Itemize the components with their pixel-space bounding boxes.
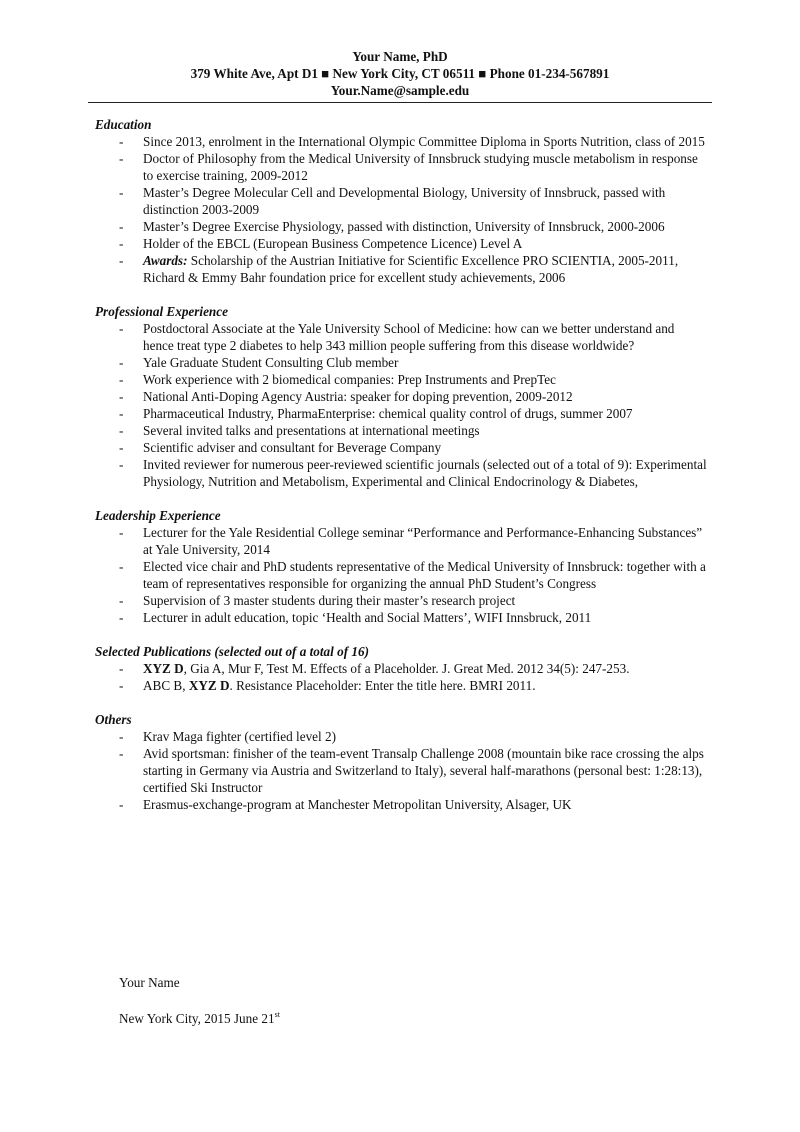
item-text: Since 2013, enrolment in the International Olympic Committee Diploma in Sports Nutrition, class of 2015 [143,134,705,149]
pub-author-bold: XYZ D [188,678,230,693]
header-divider [88,102,712,103]
pub-post: . Resistance Placeholder: Enter the title here. BMRI 2011. [229,678,536,693]
bullet-dash: - [119,440,124,455]
bullet-dash: - [119,219,124,234]
bullet-dash: - [119,423,124,438]
list-item [95,422,707,439]
professional-title: Professional Experience [95,304,228,319]
list-item [95,150,707,184]
list-item [95,728,707,745]
bullet-dash: - [119,525,124,540]
item-text: Pharmaceutical Industry, PharmaEnterprise: chemical quality control of drugs, summer 2007 [143,406,633,421]
bullet-dash: - [119,372,124,387]
header-email: Your.Name@sample.edu [330,83,470,98]
item-text: Several invited talks and presentations at international meetings [143,423,480,438]
list-item [95,592,707,609]
item-text: Avid sportsman: finisher of the team-event Transalp Challenge 2008 (mountain bike race crossing the alps starting in Germany via Austria and Switzerland to Italy), several half-marathons (personal best: 1:28:13), certified Ski Instructor [143,746,704,795]
pub-pre: ABC B, [143,678,189,693]
pub-post: , Gia A, Mur F, Test M. Effects of a Placeholder. J. Great Med. 2012 34(5): 247-253. [183,661,630,676]
list-item [95,405,707,422]
list-item [95,235,707,252]
list-item [95,609,707,626]
bullet-dash: - [119,610,124,625]
item-text: Elected vice chair and PhD students representative of the Medical University of Innsbruck: together with a team of representatives responsible for organizing the annual PhD Student’s Congress [143,559,706,591]
header-name: Your Name, PhD [352,49,448,64]
list-item [95,184,707,218]
bullet-dash: - [119,355,124,370]
list-item [95,133,707,150]
item-text: Supervision of 3 master students during their master’s research project [143,593,516,608]
place-and-date [119,1010,280,1027]
awards-text: Scholarship of the Austrian Initiative for Scientific Excellence PRO SCIENTIA, 2005-2011, Richard & Emmy Bahr foundation price for excellent study achievements, 2006 [143,253,679,285]
list-item [95,320,707,354]
publication-item [95,677,707,694]
item-text: Lecturer in adult education, topic ‘Health and Social Matters’, WIFI Innsbruck, 2011 [143,610,592,625]
item-text: Work experience with 2 biomedical companies: Prep Instruments and PrepTec [143,372,556,387]
professional-section [95,303,707,490]
bullet-dash: - [119,559,124,574]
item-text: Master’s Degree Molecular Cell and Developmental Biology, University of Innsbruck, passed with distinction 2003-2009 [143,185,666,217]
list-item [95,745,707,796]
bullet-dash: - [119,661,124,676]
bullet-dash: - [119,389,124,404]
education-list [95,133,707,286]
bullet-dash: - [119,593,124,608]
list-item [95,796,707,813]
signature-name: Your Name [119,975,180,990]
date-ordinal-suffix: st [274,1010,280,1019]
others-title: Others [95,712,132,727]
item-text: Invited reviewer for numerous peer-reviewed scientific journals (selected out of a total of 9): Experimental Physiology, Nutrition and Metabolism, Experimental and Clinical Endocrinology & Diabetes, [143,457,707,489]
bullet-dash: - [119,678,124,693]
list-item [95,456,707,490]
resume-content [95,116,707,830]
list-item-awards [95,252,707,286]
bullet-dash: - [119,457,124,472]
item-text: Master’s Degree Exercise Physiology, passed with distinction, University of Innsbruck, 2000-2006 [143,219,665,234]
resume-header [88,48,712,99]
list-item [95,371,707,388]
bullet-dash: - [119,746,124,761]
bullet-dash: - [119,797,124,812]
publications-title: Selected Publications (selected out of a total of 16) [95,644,369,659]
item-text: Scientific adviser and consultant for Beverage Company [143,440,442,455]
others-section [95,711,707,813]
bullet-dash: - [119,406,124,421]
leadership-list [95,524,707,626]
list-item [95,524,707,558]
bullet-dash: - [119,134,124,149]
publications-list [95,660,707,694]
list-item [95,439,707,456]
place-date-text: New York City, 2015 June 21 [119,1011,275,1026]
bullet-dash: - [119,236,124,251]
publication-item [95,660,707,677]
list-item [95,354,707,371]
bullet-dash: - [119,151,124,166]
list-item [95,388,707,405]
item-text: Erasmus-exchange-program at Manchester Metropolitan University, Alsager, UK [143,797,572,812]
awards-label: Awards: [143,253,188,268]
publications-section [95,643,707,694]
leadership-title: Leadership Experience [95,508,221,523]
bullet-dash: - [119,185,124,200]
item-text: Holder of the EBCL (European Business Competence Licence) Level A [143,236,523,251]
item-text: Krav Maga fighter (certified level 2) [143,729,336,744]
item-text: Doctor of Philosophy from the Medical University of Innsbruck studying muscle metabolism in response to exercise training, 2009-2012 [143,151,698,183]
list-item [95,558,707,592]
professional-list [95,320,707,490]
header-address: 379 White Ave, Apt D1 ■ New York City, CT 06511 ■ Phone 01-234-567891 [190,66,610,81]
list-item [95,218,707,235]
education-title: Education [95,117,152,132]
bullet-dash: - [119,729,124,744]
leadership-section [95,507,707,626]
pub-author-bold: XYZ D [143,661,184,676]
item-text: National Anti-Doping Agency Austria: speaker for doping prevention, 2009-2012 [143,389,573,404]
others-list [95,728,707,813]
education-section [95,116,707,286]
item-text: Yale Graduate Student Consulting Club member [143,355,399,370]
bullet-dash: - [119,321,124,336]
item-text: Postdoctoral Associate at the Yale University School of Medicine: how can we better understand and hence treat type 2 diabetes to help 343 million people suffering from this disease worldwide? [143,321,675,353]
bullet-dash: - [119,253,124,268]
item-text: Lecturer for the Yale Residential College seminar “Performance and Performance-Enhancing Substances” at Yale University, 2014 [143,525,703,557]
